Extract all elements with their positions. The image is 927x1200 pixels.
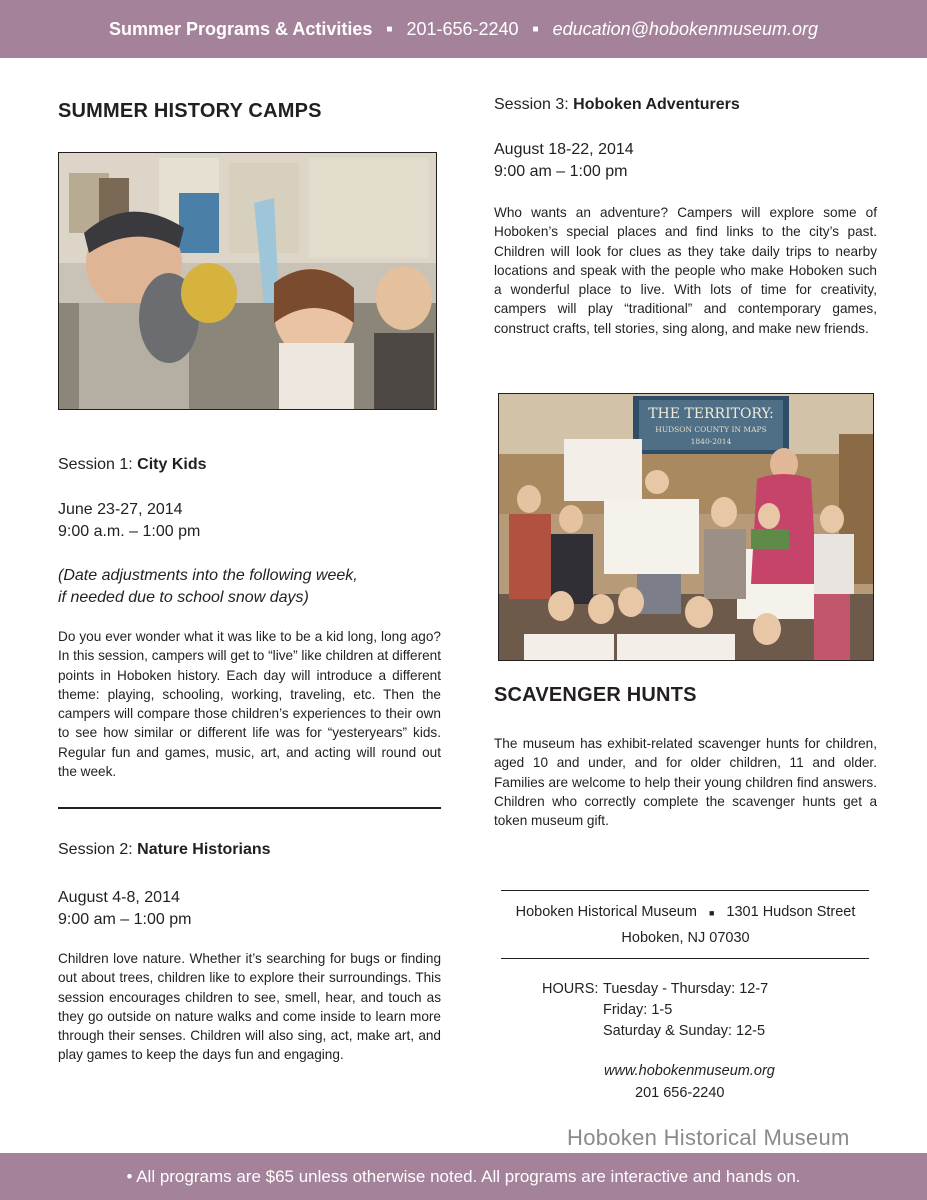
- bullet-separator: ■: [532, 23, 539, 35]
- contact-rule-top: [501, 890, 869, 891]
- scavenger-description: The museum has exhibit-related scavenger hunts for children, aged 10 and under, and for older children, 11 and older. Families are welcome to help their young children find answers. Children who correctly complete the scavenger hunts get a token museum gift.: [494, 736, 877, 829]
- header-email[interactable]: education@hobokenmuseum.org: [552, 18, 819, 39]
- photo-children-crafts: [58, 152, 437, 410]
- museum-street: 1301 Hudson Street: [726, 904, 856, 920]
- session1-dates: June 23-27, 2014: [58, 501, 183, 518]
- museum-phone: 201 656-2240: [635, 1085, 725, 1101]
- hours-weekend: Saturday & Sunday: 12-5: [603, 1023, 766, 1039]
- watermark: Hoboken Historical Museum: [567, 1125, 850, 1150]
- session1-title: [58, 456, 441, 474]
- session1-note-line2: if needed due to school snow days): [58, 589, 309, 606]
- camps-heading: SUMMER HISTORY CAMPS: [58, 100, 322, 122]
- hours-list: [603, 979, 768, 1042]
- session3-description: Who wants an adventure? Campers will explore some of Hoboken’s special places and find links to the city’s past. Children will look for clues as they take daily trips to nearby locations and speak with the people who make Hoboken such a wonderful place to live. With lots of time for creativity, campers will play “traditional” and contemporary games, construct crafts, tell stories, sing along, and make new friends.: [494, 205, 877, 336]
- sign-line3: 1840-2014: [690, 437, 732, 446]
- session2-prefix: Session 2:: [58, 841, 133, 858]
- photo-group-exhibit: [498, 393, 874, 661]
- contact-rule-bottom: [501, 958, 869, 959]
- session1-note-line1: (Date adjustments into the following week,: [58, 567, 358, 584]
- header-phone: 201-656-2240: [406, 18, 519, 39]
- session1-time: 9:00 a.m. – 1:00 pm: [58, 523, 201, 540]
- museum-address-line: [494, 904, 877, 920]
- session1-description: Do you ever wonder what it was like to be a kid long, long ago? In this session, campers will get to “live” like children at different points in Hoboken history. Each day will introduce a different theme: playing, schooling, working, traveling, etc. Then the campers will compare those children’s experiences to their own to see how similar or different life was for “yesteryears” kids. Regular fun and games, music, art, and acting will round out the week.: [58, 629, 441, 780]
- session3-schedule: [494, 139, 877, 183]
- header-title: Summer Programs & Activities: [108, 18, 373, 39]
- session1-note: [58, 565, 441, 609]
- bullet-separator: ■: [386, 23, 393, 35]
- session1-name: City Kids: [137, 456, 207, 473]
- hours-weekday: Tuesday - Thursday: 12-7: [603, 981, 769, 997]
- footer-band: [0, 1153, 927, 1200]
- session3-time: 9:00 am – 1:00 pm: [494, 163, 628, 180]
- session3-name: Hoboken Adventurers: [573, 96, 740, 113]
- session3-dates: August 18-22, 2014: [494, 141, 634, 158]
- session2-name: Nature Historians: [137, 841, 271, 858]
- bullet-separator: ■: [708, 908, 715, 918]
- header-band: [0, 0, 927, 58]
- session1-prefix: Session 1:: [58, 456, 133, 473]
- footer-note: • All programs are $65 unless otherwise noted. All programs are interactive and hands on.: [126, 1166, 801, 1186]
- session2-schedule: [58, 887, 441, 931]
- divider: [58, 807, 441, 809]
- sign-line2: HUDSON COUNTY IN MAPS: [655, 425, 767, 434]
- session2-dates: August 4-8, 2014: [58, 889, 180, 906]
- session3-title: [494, 96, 877, 114]
- session3-prefix: Session 3:: [494, 96, 569, 113]
- hours-friday: Friday: 1-5: [603, 1002, 673, 1018]
- museum-city: Hoboken, NJ 07030: [621, 930, 750, 946]
- session2-title: [58, 841, 441, 859]
- session2-time: 9:00 am – 1:00 pm: [58, 911, 192, 928]
- sign-line1: THE TERRITORY:: [648, 406, 774, 422]
- session1-schedule: [58, 499, 441, 543]
- session2-description: Children love nature. Whether it’s searching for bugs or finding out about trees, children like to explore their surroundings. This session encourages children to see, smell, hear, and touch as they go outside on nature walks and come inside to learn more through their senses. Children will also sing, act, make art, and play games to keep the days fun and engaging.: [58, 951, 441, 1063]
- museum-website[interactable]: www.hobokenmuseum.org: [604, 1063, 775, 1079]
- hours-label: HOURS:: [542, 981, 599, 997]
- scavenger-heading: SCAVENGER HUNTS: [494, 684, 697, 706]
- museum-name: Hoboken Historical Museum: [515, 904, 697, 920]
